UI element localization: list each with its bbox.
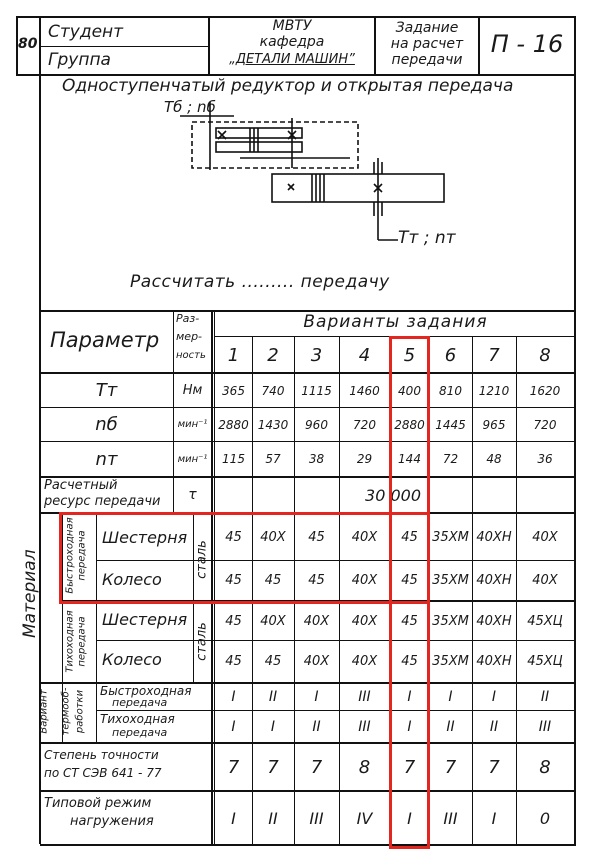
accuracy-v8: 8 [539,756,551,778]
fast-gear-material-v8: 40Х [532,529,558,545]
thermo-fast-v5: I [407,689,412,705]
page-number: 80 [18,36,38,52]
slow-wheel-material-v8: 45ХЦ [527,654,563,669]
institution-line2: кафедра [259,34,325,50]
tt-value-v7: 1210 [478,383,510,398]
unit-header-3: ность [176,350,206,361]
fast-gear-material-v7: 40ХН [476,529,512,545]
variant-number-v1: 1 [227,344,240,366]
accuracy-v2: 7 [267,756,279,778]
row-unit-nt: мин⁻¹ [177,453,208,465]
fast-gear-material-v5: 45 [401,529,418,545]
thermo-label-2: термооб- [60,687,72,736]
fast-wheel-material-v3: 45 [308,573,325,588]
thermo-slow-label-2: передача [112,726,168,739]
unit-header-1: Раз- [176,312,200,325]
load-mode-v8: 0 [539,808,551,828]
tt-value-v5: 400 [398,383,421,398]
fast-gear-label: Шестерня [102,528,188,547]
thermo-fast-v1: I [231,689,236,705]
load-mode-v3: III [309,808,324,828]
load-mode-v2: II [268,808,278,828]
param-header: Параметр [50,328,160,352]
nt-value-v6: 72 [442,452,459,466]
slow-gear-label: Шестерня [102,610,188,629]
accuracy-label-1: Степень точности [44,748,159,762]
nb-value-v5: 2880 [394,417,425,432]
fast-label-1: Быстроходная [64,517,76,594]
output-label: Tт ; nт [398,228,456,248]
variant-number-v4: 4 [358,344,371,366]
fast-gear-material-v6: 35ХМ [432,529,469,545]
tt-value-v4: 1460 [349,383,380,398]
variant-number-v7: 7 [488,344,500,366]
load-mode-v7: I [491,808,497,828]
variants-header: Варианты задания [303,312,488,332]
slow-wheel-material-v4: 40Х [351,654,378,669]
variant-number-v8: 8 [539,344,551,366]
fast-gear-material-v1: 45 [225,529,242,545]
fast-gear-material-v2: 40Х [260,529,286,545]
fast-gear-material-v3: 45 [308,529,325,545]
nb-value-v4: 720 [353,417,376,432]
slow-label-2: передача [76,616,88,667]
thermo-fast-v7: I [491,689,497,705]
fast-wheel-material-v4: 40Х [351,573,378,588]
thermo-slow-label-1: Тихоходная [100,712,175,726]
fast-wheel-material-v8: 40Х [532,573,558,588]
accuracy-v1: 7 [227,756,240,778]
scheme-title: Одноступенчатый редуктор и открытая передача [62,76,514,96]
tt-value-v1: 365 [222,383,245,398]
load-label-2: нагружения [70,814,154,829]
slow-wheel-material-v3: 40Х [303,654,330,669]
thermo-fast-v3: I [314,689,319,705]
load-mode-v4: IV [356,808,373,828]
thermo-slow-v3: II [312,718,321,735]
tt-value-v8: 1620 [529,383,561,398]
slow-label-1: Тихоходная [64,610,76,673]
nt-value-v5: 144 [398,452,421,466]
thermo-fast-v4: III [358,689,371,705]
variant-number-v6: 6 [444,344,457,366]
slow-wheel-material-v2: 45 [264,654,282,669]
load-mode-v6: III [443,808,458,828]
thermo-slow-v1: I [231,718,236,735]
fast-label-2: передача [76,530,88,581]
row-name-nt: nт [95,448,118,470]
row-name-tt: Tт [95,380,118,401]
nt-value-v4: 29 [356,452,373,466]
task-line1: Задание [395,20,459,36]
variant-number-v2: 2 [267,344,279,366]
resource-unit: τ [188,487,197,503]
input-label: Tб ; nб [164,98,216,116]
accuracy-v5: 7 [403,756,416,778]
slow-gear-material-v2: 40Х [260,613,286,629]
thermo-slow-v7: II [489,718,499,735]
group-label: Группа [48,50,111,70]
load-label-1: Типовой режим [44,796,152,811]
nt-value-v2: 57 [265,452,281,466]
slow-gear-material-v5: 45 [401,613,418,629]
load-mode-v5: I [407,808,412,828]
steel-label-slow: сталь [194,622,210,661]
slow-gear-material-v8: 45ХЦ [527,613,563,629]
thermo-slow-v6: II [446,718,455,735]
task-line3: передачи [391,52,463,68]
thermo-fast-label-2: передача [112,696,168,709]
slow-wheel-material-v6: 35ХМ [432,654,469,669]
nb-value-v8: 720 [533,417,557,432]
slow-gear-material-v3: 40Х [303,613,330,629]
student-label: Студент [48,22,124,42]
nt-value-v8: 36 [537,452,553,466]
task-code: П - 16 [490,30,564,58]
nt-value-v1: 115 [222,452,245,466]
institution-line3: „ДЕТАЛИ МАШИН” [229,52,355,67]
variant-number-v5: 5 [403,344,416,366]
slow-gear-material-v7: 40ХН [476,613,512,629]
nb-value-v7: 965 [482,417,506,432]
accuracy-label-2: по СТ СЭВ 641 - 77 [44,766,162,780]
accuracy-v3: 7 [310,756,323,778]
thermo-fast-label-1: Быстроходная [100,684,192,698]
slow-wheel-label: Колесо [102,650,162,669]
nt-value-v3: 38 [308,452,325,466]
thermo-label-3: работки [74,689,86,734]
fast-wheel-material-v6: 35ХМ [432,573,469,588]
thermo-slow-v8: III [538,718,552,735]
fast-wheel-material-v2: 45 [264,573,282,588]
row-name-nb: nб [95,414,118,435]
thermo-slow-v4: III [358,718,371,735]
slow-gear-material-v1: 45 [225,613,242,629]
fast-wheel-label: Колесо [102,570,162,589]
thermo-slow-v2: I [270,718,276,735]
tt-value-v6: 810 [439,383,462,398]
thermo-slow-v5: I [407,718,412,735]
material-label: Материал [20,549,40,638]
unit-header-2: мер- [176,330,203,343]
accuracy-v7: 7 [488,756,500,778]
thermo-fast-v8: II [540,689,550,705]
thermo-fast-v6: I [448,689,453,705]
slow-wheel-material-v1: 45 [225,654,242,669]
nb-value-v1: 2880 [218,417,249,432]
thermo-fast-v2: II [268,689,278,705]
accuracy-v4: 8 [358,756,371,778]
variant-number-v3: 3 [310,344,323,366]
resource-label-2: ресурс передачи [44,494,161,509]
slow-wheel-material-v5: 45 [401,654,418,669]
fast-gear-material-v4: 40Х [351,529,378,545]
slow-wheel-material-v7: 40ХН [476,654,512,669]
highlight-fast-material [59,512,430,604]
thermo-label-1: Вариант [38,689,50,734]
steel-label-fast: сталь [194,540,210,579]
fast-wheel-material-v5: 45 [401,573,418,588]
row-unit-nb: мин⁻¹ [177,419,208,430]
row-unit-tt: Нм [182,383,203,398]
fast-wheel-material-v1: 45 [225,573,242,588]
fast-wheel-material-v7: 40ХН [476,573,512,588]
slow-gear-material-v6: 35ХМ [432,613,469,629]
accuracy-v6: 7 [444,756,457,778]
slow-gear-material-v4: 40Х [351,613,378,629]
resource-value: 30 000 [365,485,421,505]
gear-scheme-diagram [180,100,460,250]
nb-value-v2: 1430 [257,417,289,432]
calc-line: Рассчитать ......... передачу [130,272,390,292]
nb-value-v3: 960 [305,417,328,432]
institution-line1: МВТУ [272,18,312,34]
tt-value-v3: 1115 [301,383,332,398]
load-mode-v1: I [231,808,236,828]
tt-value-v2: 740 [261,383,285,398]
resource-label-1: Расчетный [44,478,118,493]
task-line2: на расчет [390,36,464,52]
nt-value-v7: 48 [486,452,502,466]
nb-value-v6: 1445 [435,417,466,432]
